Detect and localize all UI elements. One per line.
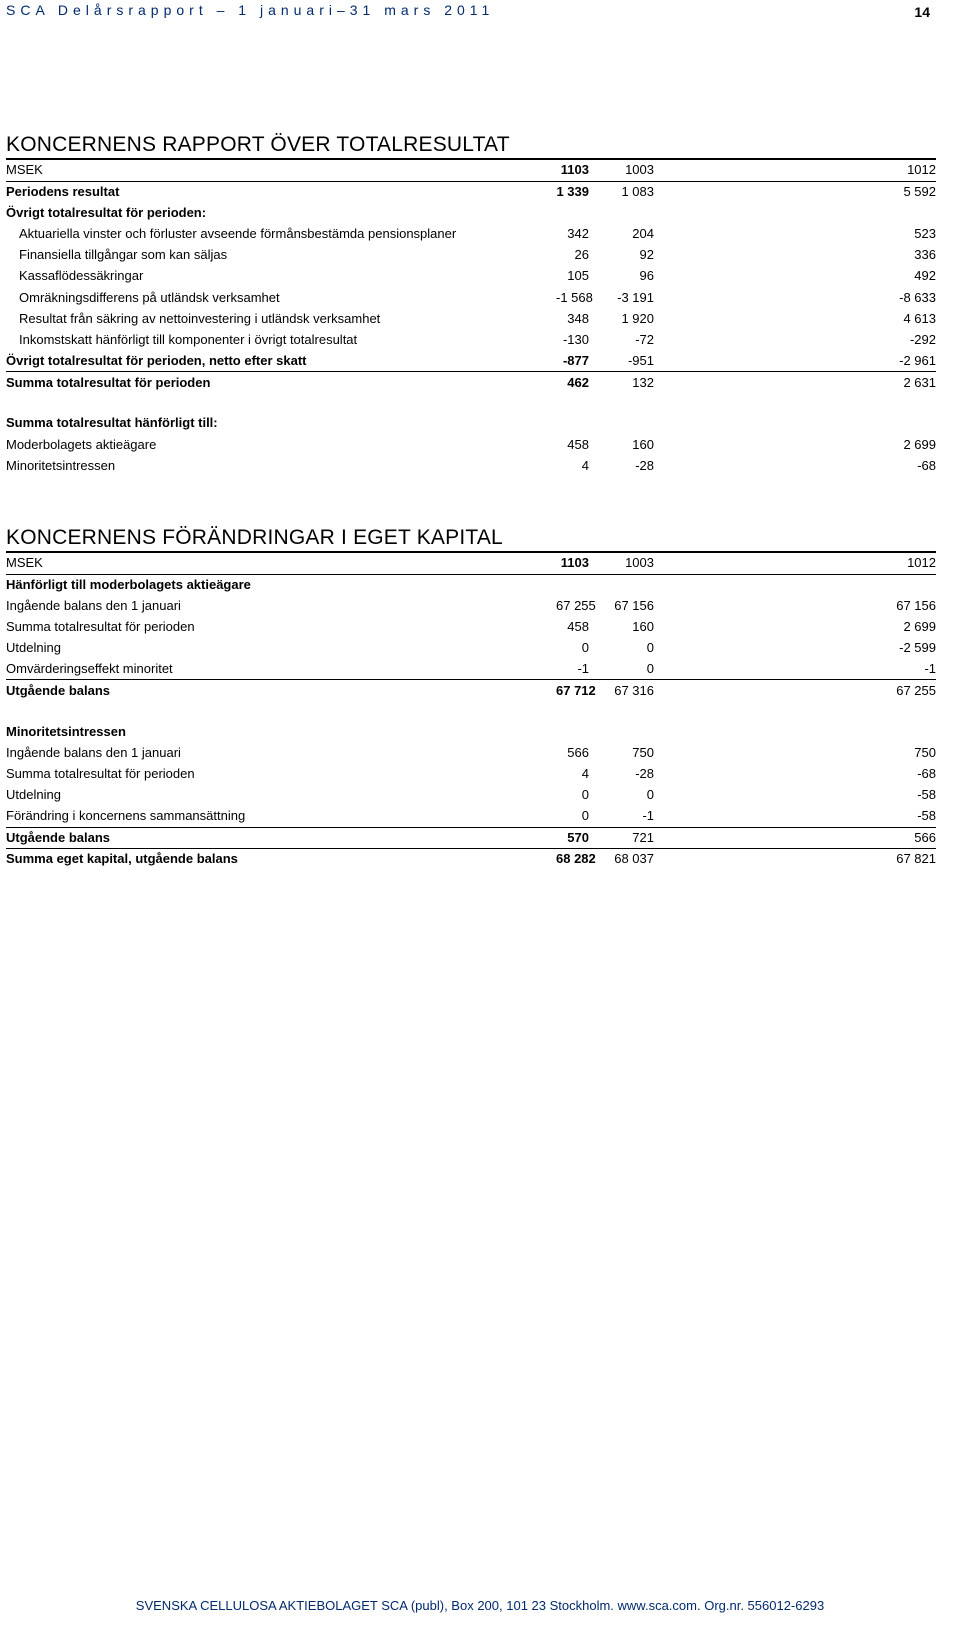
- cell-b: [589, 413, 654, 434]
- table-row: [6, 287, 936, 308]
- cell-a: 0: [581, 640, 589, 656]
- footer-address: SVENSKA CELLULOSA AKTIEBOLAGET SCA (publ), Box 200, 101 23 Stockholm. www.sca.com. Org.nr. 556012-6293: [135, 1598, 825, 1613]
- table-row: [6, 413, 936, 434]
- cell-b: 96: [639, 268, 654, 284]
- row-label: Aktuariella vinster och förluster avseende förmånsbestämda pensionsplaner: [19, 225, 457, 241]
- page-number: 14: [914, 4, 930, 20]
- eget-kapital-section: [6, 525, 936, 869]
- table-row: [6, 434, 936, 455]
- cell-c: 67 156: [896, 597, 936, 613]
- cell-b: 0: [589, 659, 654, 680]
- totalresultat-section: [6, 132, 936, 476]
- table-row: [6, 372, 936, 393]
- cell-b: 1 920: [621, 310, 654, 326]
- cell-b: 204: [632, 225, 654, 241]
- cell-c: [654, 202, 936, 223]
- cell-b: 92: [639, 247, 654, 263]
- cell-a: 348: [567, 310, 589, 326]
- row-label: Ingående balans den 1 januari: [6, 744, 181, 760]
- row-label: Kassaflödessäkringar: [19, 268, 144, 284]
- cell-c: 566: [654, 827, 936, 848]
- cell-c: -58: [917, 787, 936, 803]
- cell-c: -292: [909, 331, 936, 347]
- row-label: Ingående balans den 1 januari: [6, 597, 181, 613]
- cell-a: 458: [567, 436, 589, 452]
- row-label: Utdelning: [6, 787, 61, 803]
- table-row: [6, 638, 936, 659]
- row-label: Övrigt totalresultat för perioden:: [6, 204, 207, 220]
- running-title: SCA Delårsrapport – 1 januari–31 mars 2011: [6, 2, 495, 18]
- table-row: [6, 308, 936, 329]
- cell-a: 67 255: [556, 597, 596, 613]
- row-label: Summa eget kapital, utgående balans: [6, 851, 238, 867]
- row-label: Finansiella tillgångar som kan säljas: [19, 247, 228, 263]
- cell-c: [654, 574, 936, 595]
- totalresultat-table: [6, 158, 936, 476]
- cell-b: -951: [589, 351, 654, 372]
- section-title: KONCERNENS RAPPORT ÖVER TOTALRESULTAT: [6, 133, 510, 156]
- cell-c: 5 592: [903, 183, 936, 199]
- cell-a: 0: [581, 787, 589, 803]
- cell-c: -68: [917, 766, 936, 782]
- cell-c: 336: [914, 247, 936, 263]
- table-row: [6, 455, 936, 476]
- column-label: MSEK: [6, 552, 556, 574]
- cell-a: 4: [581, 457, 589, 473]
- column-c: 1012: [654, 159, 936, 181]
- cell-c: -2 961: [654, 351, 936, 372]
- cell-c: 2 699: [903, 436, 936, 452]
- row-label: Omvärderingseffekt minoritet: [6, 659, 556, 680]
- row-label: Summa totalresultat för perioden: [6, 618, 195, 634]
- cell-a: -130: [562, 331, 589, 347]
- cell-c: 67 821: [896, 851, 936, 867]
- column-header-row: [6, 159, 936, 181]
- row-label: Inkomstskatt hänförligt till komponenter i övrigt totalresultat: [19, 331, 358, 347]
- table-row: [6, 659, 936, 680]
- cell-b: [589, 202, 654, 223]
- eget-kapital-table: [6, 551, 936, 869]
- cell-a: 105: [567, 268, 589, 284]
- table-row: [6, 351, 936, 372]
- row-label: Minoritetsintressen: [6, 723, 126, 739]
- cell-a: -1: [556, 659, 589, 680]
- row-label: Övrigt totalresultat för perioden, netto efter skatt: [6, 351, 556, 372]
- cell-b: 0: [646, 640, 654, 656]
- column-c: 1012: [654, 552, 936, 574]
- cell-c: 67 255: [896, 682, 936, 698]
- table-row: [6, 848, 936, 869]
- row-label: Utdelning: [6, 640, 61, 656]
- table-row: [6, 764, 936, 785]
- cell-b: 1 083: [621, 183, 654, 199]
- cell-a: 0: [556, 806, 589, 827]
- cell-b: -28: [635, 766, 654, 782]
- column-a: 1103: [556, 159, 589, 181]
- cell-c: -2 599: [899, 640, 936, 656]
- cell-b: 160: [632, 436, 654, 452]
- table-row: [6, 181, 936, 202]
- cell-c: 492: [914, 268, 936, 284]
- table-row: [6, 785, 936, 806]
- cell-c: 2 699: [903, 618, 936, 634]
- table-row: [6, 202, 936, 223]
- cell-b: 750: [632, 744, 654, 760]
- cell-a: -1 568: [556, 289, 593, 305]
- table-row: [6, 721, 936, 742]
- row-label: Omräkningsdifferens på utländsk verksamhet: [19, 289, 280, 305]
- row-label: Summa totalresultat för perioden: [6, 766, 195, 782]
- cell-c: 2 631: [903, 374, 936, 390]
- cell-b: [589, 721, 654, 742]
- cell-a: 570: [556, 827, 589, 848]
- cell-c: -58: [654, 806, 936, 827]
- cell-a: 342: [567, 225, 589, 241]
- row-label: Periodens resultat: [6, 183, 120, 199]
- table-row: [6, 806, 936, 827]
- cell-c: 523: [914, 225, 936, 241]
- cell-a: [556, 574, 589, 595]
- cell-b: [589, 574, 654, 595]
- cell-a: 566: [567, 744, 589, 760]
- row-label: Hänförligt till moderbolagets aktieägare: [6, 576, 251, 592]
- cell-b: 160: [632, 618, 654, 634]
- cell-a: 462: [567, 374, 589, 390]
- cell-c: [654, 413, 936, 434]
- column-header-row: [6, 552, 936, 574]
- cell-a: [556, 202, 589, 223]
- cell-a: 67 712: [556, 682, 596, 698]
- table-row: [6, 827, 936, 848]
- cell-a: [556, 721, 589, 742]
- table-row: [6, 266, 936, 287]
- row-label: Summa totalresultat hänförligt till:: [6, 415, 218, 431]
- column-a: 1103: [556, 552, 589, 574]
- row-label: Resultat från säkring av nettoinvestering i utländsk verksamhet: [19, 310, 381, 326]
- cell-a: 458: [567, 618, 589, 634]
- cell-b: 132: [632, 374, 654, 390]
- table-row: [6, 329, 936, 350]
- cell-c: [654, 721, 936, 742]
- row-label: Minoritetsintressen: [6, 457, 116, 473]
- cell-a: [556, 413, 589, 434]
- row-label: Utgående balans: [6, 827, 556, 848]
- cell-b: -3 191: [617, 289, 654, 305]
- cell-b: -1: [589, 806, 654, 827]
- cell-a: -877: [556, 351, 589, 372]
- cell-a: 4: [581, 766, 589, 782]
- table-row: [6, 574, 936, 595]
- row-label: Utgående balans: [6, 682, 111, 698]
- table-row: [6, 742, 936, 763]
- row-label: Förändring i koncernens sammansättning: [6, 806, 556, 827]
- column-label: MSEK: [6, 159, 556, 181]
- cell-b: -28: [635, 457, 654, 473]
- column-b: 1003: [589, 552, 654, 574]
- table-row: [6, 223, 936, 244]
- cell-c: -1: [654, 659, 936, 680]
- table-row: [6, 595, 936, 616]
- table-row: [6, 680, 936, 701]
- cell-c: 4 613: [903, 310, 936, 326]
- cell-c: -68: [917, 457, 936, 473]
- cell-c: 750: [914, 744, 936, 760]
- cell-b: 68 037: [614, 851, 654, 867]
- spacer-row: [6, 393, 936, 413]
- column-b: 1003: [589, 159, 654, 181]
- row-label: Summa totalresultat för perioden: [6, 374, 211, 390]
- cell-a: 68 282: [556, 851, 596, 867]
- cell-b: -72: [635, 331, 654, 347]
- row-label: Moderbolagets aktieägare: [6, 436, 157, 452]
- cell-b: 67 156: [614, 597, 654, 613]
- table-row: [6, 245, 936, 266]
- cell-a: 26: [574, 247, 589, 263]
- cell-c: -8 633: [899, 289, 936, 305]
- section-title: KONCERNENS FÖRÄNDRINGAR I EGET KAPITAL: [6, 526, 503, 549]
- cell-b: 0: [646, 787, 654, 803]
- cell-b: 67 316: [614, 682, 654, 698]
- table-row: [6, 616, 936, 637]
- cell-a: 1 339: [556, 183, 589, 199]
- cell-b: 721: [589, 827, 654, 848]
- spacer-row: [6, 701, 936, 721]
